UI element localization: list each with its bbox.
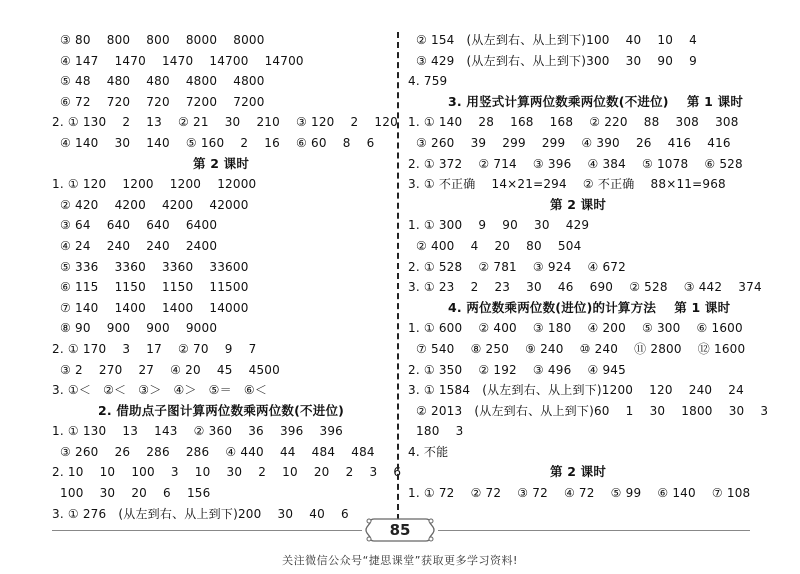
answer-line: ③ 80 800 800 8000 8000 [52,33,265,47]
lesson-heading: 第 2 课时 [549,196,607,212]
lesson-heading: 第 2 课时 [192,155,250,171]
right-column [408,30,769,504]
lesson-heading: 第 2 课时 [549,464,607,480]
answer-line: ⑤ 336 3360 3360 33600 [52,259,249,274]
answer-line: 1. ① 600 ② 400 ③ 180 ④ 200 ⑤ 300 ⑥ 1600 [408,321,743,336]
answer-line: ④ 24 240 240 2400 [52,238,218,253]
page-number-badge [364,516,436,544]
answer-line: 2. ① 528 ② 781 ③ 924 ④ 672 [408,259,626,274]
answer-line: ⑤ 48 480 480 4800 4800 [52,74,265,89]
answer-line: 180 3 [408,424,464,439]
section-heading: 2. 借助点子图计算两位数乘两位数(不进位) [97,402,345,418]
answer-line: 3. ①＜ ②＜ ③＞ ④＞ ⑤＝ ⑥＜ [52,383,268,398]
answer-line: 2. ① 170 3 17 ② 70 9 7 [52,341,257,356]
answer-line: ② 2013 (从左到右、从上到下)60 1 30 1800 30 3 [408,403,769,418]
column-divider [397,32,399,520]
answer-line: 1. ① 72 ② 72 ③ 72 ④ 72 ⑤ 99 ⑥ 140 ⑦ 108 [408,486,751,501]
answer-line: 2. 10 10 100 3 10 30 2 10 20 2 3 6 [52,465,402,480]
answer-line: 3. ① 不正确 14×21=294 ② 不正确 88×11=968 [408,177,726,192]
answer-line: 1. ① 130 13 143 ② 360 36 396 396 [52,424,344,439]
answer-line: 1. ① 140 28 168 168 ② 220 88 308 308 [408,115,739,130]
answer-line: 3. ① 23 2 23 30 46 690 ② 528 ③ 442 374 [408,280,762,295]
answer-line: ④ 140 30 140 ⑤ 160 2 16 ⑥ 60 8 6 [52,135,375,150]
answer-line: ② 400 4 20 80 504 [408,238,582,253]
left-column [52,30,402,524]
answer-line: 4. 759 [408,74,448,89]
answer-line: ③ 260 39 299 299 ④ 390 26 416 416 [408,135,731,150]
answer-line: ⑦ 140 1400 1400 14000 [52,300,249,315]
answer-line: 2. ① 130 2 13 ② 21 30 210 ③ 120 2 120 [52,115,398,130]
answer-line: ⑥ 115 1150 1150 11500 [52,280,249,295]
page-number: 85 [389,521,411,539]
answer-line: 3. ① 1584 (从左到右、从上到下)1200 120 240 24 [408,383,744,398]
answer-line: ② 420 4200 4200 42000 [52,197,249,212]
answer-line: 3. ① 276 (从左到右、从上到下)200 30 40 6 [52,506,349,521]
answer-line: 1. ① 120 1200 1200 12000 [52,177,257,192]
answer-line: ③ 2 270 27 ④ 20 45 4500 [52,362,280,377]
answer-line: 1. ① 300 9 90 30 429 [408,218,590,233]
answer-line: ③ 429 (从左到右、从上到下)300 30 90 9 [408,53,697,68]
answer-line: ⑧ 90 900 900 9000 [52,321,218,336]
answer-line: ② 154 (从左到右、从上到下)100 40 10 4 [408,33,697,47]
answer-line: ③ 260 26 286 286 ④ 440 44 484 484 [52,444,375,459]
answer-line: ⑦ 540 ⑧ 250 ⑨ 240 ⑩ 240 ⑪ 2800 ⑫ 1600 [408,341,746,356]
footer-note: 关注微信公众号“捷思课堂”获取更多学习资料! [282,554,518,567]
footer-rule-right [438,530,750,531]
answer-line: ⑥ 72 720 720 7200 7200 [52,94,265,109]
answer-line: 2. ① 372 ② 714 ③ 396 ④ 384 ⑤ 1078 ⑥ 528 [408,156,743,171]
section-heading: 4. 两位数乘两位数(进位)的计算方法 第 1 课时 [448,299,731,315]
answer-line: ④ 147 1470 1470 14700 14700 [52,53,304,68]
answer-line: 2. ① 350 ② 192 ③ 496 ④ 945 [408,362,626,377]
answer-line: 100 30 20 6 156 [52,486,211,501]
answer-line: 4. 不能 [408,444,449,459]
section-heading: 3. 用竖式计算两位数乘两位数(不进位) 第 1 课时 [448,93,744,109]
answer-line: ③ 64 640 640 6400 [52,218,218,233]
footer-rule-left [52,530,362,531]
